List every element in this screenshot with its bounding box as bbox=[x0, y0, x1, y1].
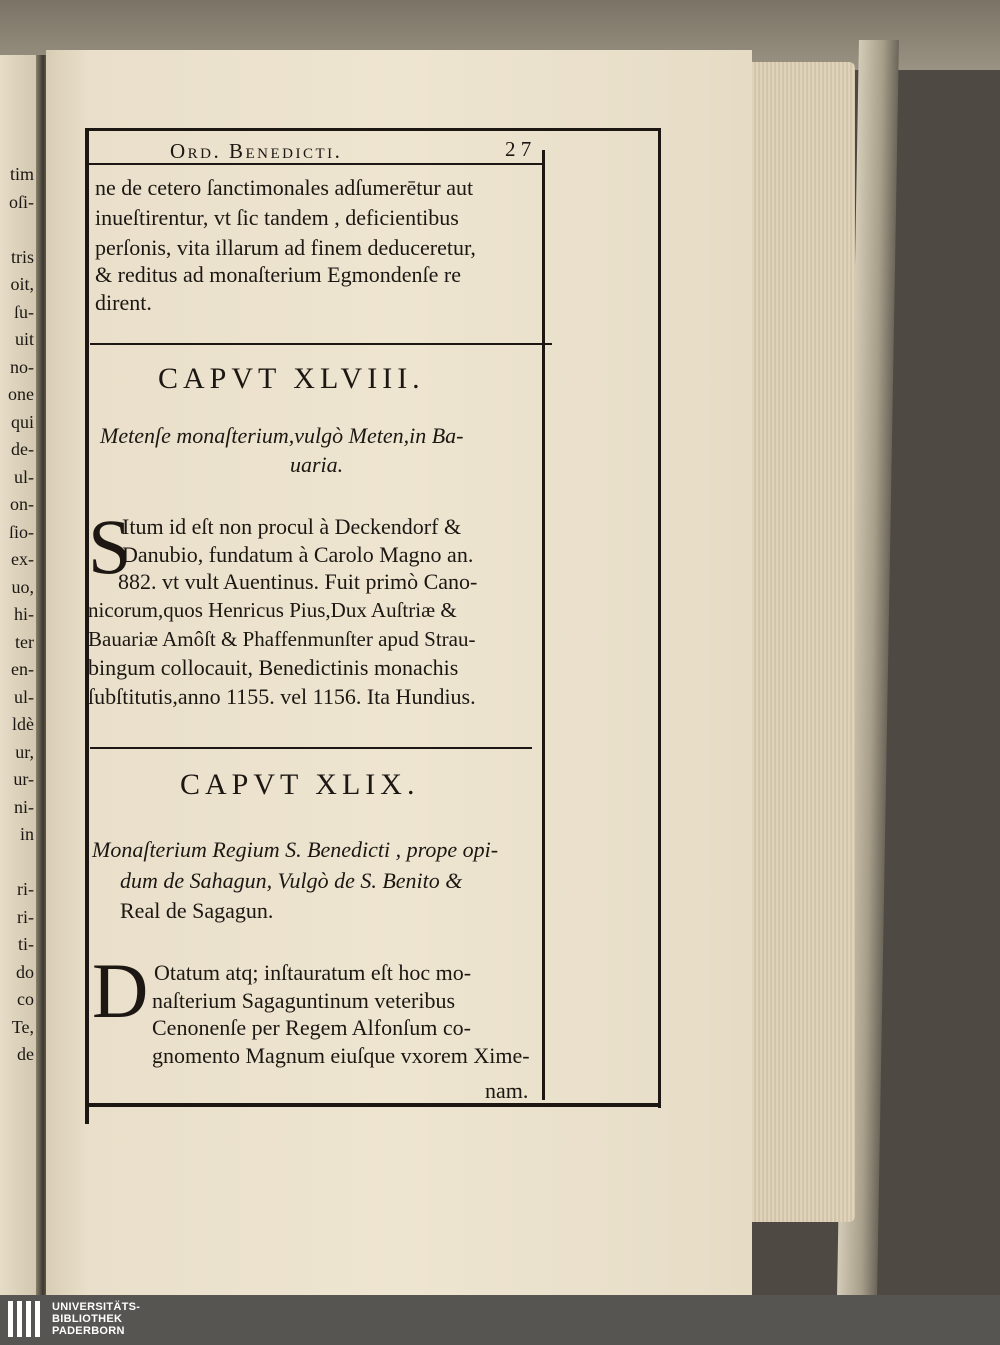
page-edges bbox=[745, 62, 855, 1222]
text-line: gnomento Magnum eiuſque vxorem Xime- bbox=[152, 1043, 530, 1068]
library-name-line: BIBLIOTHEK bbox=[52, 1313, 123, 1325]
chapter-heading: CAPVT XLIX. bbox=[180, 768, 420, 801]
left-page-line: hi- bbox=[14, 604, 34, 624]
left-page-line: ſu- bbox=[14, 301, 34, 322]
left-page-line: ti- bbox=[18, 934, 34, 954]
text-line: inueſtirentur, vt ſic tandem , deficientibus bbox=[95, 205, 459, 230]
left-page-line: uit bbox=[14, 329, 34, 349]
left-page-line: en- bbox=[11, 659, 34, 679]
chapter-subtitle: Monaſterium Regium S. Benedicti , prope opi- bbox=[92, 837, 499, 862]
chapter-separator bbox=[90, 343, 552, 345]
left-page-line: oſi- bbox=[9, 191, 34, 212]
chapter-subtitle: dum de Sahagun, Vulgò de S. Benito & bbox=[120, 868, 463, 893]
text-line: naſterium Sagaguntinum veteribus bbox=[152, 988, 456, 1013]
chapter-subtitle: Real de Sagagun. bbox=[120, 898, 274, 923]
left-page-line: de bbox=[17, 1044, 34, 1064]
left-page-line: ri- bbox=[17, 906, 34, 927]
left-page-line: in bbox=[19, 824, 34, 844]
left-page-line: tris bbox=[10, 246, 34, 267]
text-line: Danubio, fundatum à Carolo Magno an. bbox=[122, 542, 474, 567]
left-page-line: ter bbox=[15, 631, 34, 652]
left-page-line bbox=[0, 848, 34, 876]
chapter-subtitle: uaria. bbox=[290, 452, 344, 477]
left-page-line bbox=[0, 215, 34, 243]
text-line: Itum id eſt non procul à Deckendorf & bbox=[122, 514, 462, 539]
left-page-line: tim bbox=[9, 164, 34, 184]
text-line: 882. vt vult Auentinus. Fuit primò Cano- bbox=[118, 569, 478, 594]
drop-capital: D bbox=[92, 947, 149, 1034]
left-page-line: ri- bbox=[17, 879, 34, 899]
left-page-line: Te, bbox=[11, 1016, 34, 1037]
left-page-line: co bbox=[17, 989, 34, 1009]
chapter-separator bbox=[90, 747, 532, 749]
running-head: Ord. Benedicti. bbox=[170, 139, 343, 163]
left-page-line: ur- bbox=[13, 769, 34, 789]
text-line: dirent. bbox=[95, 290, 152, 315]
frame-bottom-rule bbox=[88, 1103, 660, 1107]
left-page-line: ur, bbox=[15, 741, 34, 762]
text-line: Bauariæ Amôſt & Phaffenmunſter apud Strau- bbox=[88, 627, 476, 651]
left-page-line: ul- bbox=[14, 466, 34, 487]
library-name-line: UNIVERSITÄTS- bbox=[52, 1301, 141, 1313]
text-line: Cenonenſe per Regem Alfonſum co- bbox=[152, 1015, 471, 1040]
page-number: 2 7 bbox=[505, 137, 532, 161]
text-line: bingum collocauit, Benedictinis monachis bbox=[88, 655, 459, 680]
left-page-line: oit, bbox=[10, 274, 34, 294]
frame-right-rule bbox=[658, 128, 661, 1108]
left-page-line: do bbox=[16, 961, 34, 982]
text-line: Otatum atq; inſtauratum eſt hoc mo- bbox=[154, 960, 472, 985]
left-page-line: on- bbox=[10, 494, 34, 514]
text-line: & reditus ad monaſterium Egmondenſe re bbox=[95, 262, 461, 287]
library-name-line: PADERBORN bbox=[52, 1325, 125, 1337]
left-page-line: ni- bbox=[14, 796, 34, 817]
chapter-heading: CAPVT XLVIII. bbox=[158, 362, 425, 395]
left-page-line: ldè bbox=[12, 714, 34, 734]
library-name bbox=[52, 1301, 140, 1337]
frame-top-rule bbox=[85, 128, 661, 131]
left-page-line: no- bbox=[10, 356, 34, 377]
text-line: ſubſtitutis,anno 1155. vel 1156. Ita Hundius. bbox=[88, 684, 476, 709]
chapter-subtitle: Metenſe monaſterium,vulgò Meten,in Ba- bbox=[100, 423, 464, 448]
frame-text-rule bbox=[542, 150, 545, 1100]
left-page-line: uo, bbox=[11, 576, 34, 597]
left-page-line: ſio- bbox=[9, 521, 34, 542]
catchword: nam. bbox=[485, 1078, 529, 1103]
library-footer bbox=[0, 1295, 1000, 1345]
left-page-line: ul- bbox=[14, 686, 34, 707]
text-line: nicorum,quos Henricus Pius,Dux Auſtriæ & bbox=[88, 598, 457, 622]
left-page-line: one bbox=[8, 384, 34, 404]
text-line: ne de cetero ſanctimonales adſumerētur aut bbox=[95, 175, 474, 200]
library-logo-icon bbox=[8, 1301, 42, 1337]
drop-capital: S bbox=[88, 503, 132, 590]
left-page-text bbox=[0, 160, 34, 1068]
text-line: perſonis, vita illarum ad finem deduceretur, bbox=[95, 235, 476, 260]
frame-left-rule bbox=[85, 128, 89, 1124]
left-page-line: de- bbox=[11, 439, 34, 459]
left-page-line: qui bbox=[10, 411, 34, 432]
left-page-line: ex- bbox=[11, 549, 34, 569]
